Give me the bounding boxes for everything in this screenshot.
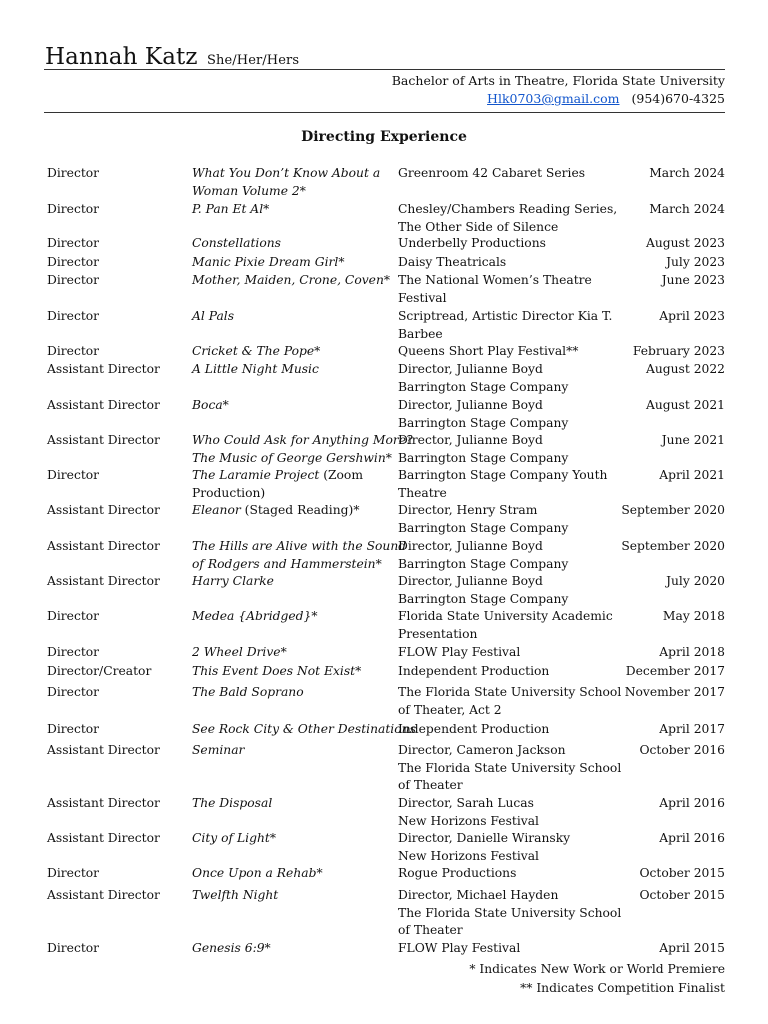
row-title-line: Production) <box>192 485 266 500</box>
degree: Bachelor of Arts in Theatre, Florida State University <box>391 73 725 88</box>
full-name: Hannah Katz <box>45 44 198 70</box>
row-organization <box>398 663 623 681</box>
row-date: June 2023 <box>661 273 725 287</box>
row-date: April 2015 <box>659 941 725 955</box>
row-title <box>192 308 397 326</box>
row-title <box>192 742 397 760</box>
row-organization-line: Chesley/Chambers Reading Series, <box>398 202 618 216</box>
row-organization <box>398 865 623 883</box>
row-role: Assistant Director <box>47 362 160 376</box>
row-title-line: Constellations <box>192 236 281 250</box>
row-organization-line: Director, Sarah Lucas <box>398 796 534 810</box>
row-role: Director <box>47 344 100 358</box>
row-title-line: The Music of George Gershwin* <box>192 450 392 465</box>
row-organization <box>398 432 623 467</box>
row-role: Director/Creator <box>47 664 152 678</box>
row-title <box>192 397 397 415</box>
row-title-line: Twelfth Night <box>192 888 279 902</box>
row-title-line <box>192 467 397 485</box>
row-organization-line: FLOW Play Festival <box>398 645 521 659</box>
row-role: Director <box>47 468 100 482</box>
row-organization-line: The Florida State University School <box>398 685 622 699</box>
row-date: March 2024 <box>649 202 725 216</box>
row-organization <box>398 272 623 307</box>
row-date: November 2017 <box>624 685 725 699</box>
row-title-line: Who Could Ask for Anything More? <box>192 433 413 447</box>
row-organization <box>398 361 623 396</box>
footnote-finalist: ** Indicates Competition Finalist <box>520 981 725 995</box>
row-organization-line: Underbelly Productions <box>398 236 546 250</box>
row-organization-line: Barrington Stage Company <box>398 450 569 465</box>
row-organization-line: Daisy Theatricals <box>398 255 507 269</box>
row-organization-line: Barrington Stage Company <box>398 556 569 571</box>
row-organization-line: The Florida State University School <box>398 905 622 920</box>
row-organization-line: of Theater <box>398 778 463 792</box>
row-title-line: This Event Does Not Exist* <box>192 664 362 678</box>
phone: (954)670-4325 <box>631 91 725 106</box>
row-organization-line: Rogue Productions <box>398 866 517 880</box>
row-organization-line: of Theater <box>398 923 463 937</box>
row-organization <box>398 940 623 958</box>
section-title: Directing Experience <box>301 129 467 145</box>
resume-name <box>45 44 299 70</box>
row-title <box>192 201 397 219</box>
row-title-line: Manic Pixie Dream Girl* <box>192 255 345 269</box>
row-title-suffix: (Staged Reading)* <box>240 503 360 517</box>
row-date: April 2018 <box>659 645 725 659</box>
row-date: April 2023 <box>659 309 725 323</box>
row-role: Director <box>47 255 100 269</box>
row-title <box>192 254 397 272</box>
row-title-line: Genesis 6:9* <box>192 941 271 955</box>
row-organization-line: Presentation <box>398 626 478 641</box>
row-title-line <box>192 502 397 520</box>
row-title-line: Mother, Maiden, Crone, Coven* <box>192 273 391 287</box>
row-organization-line: Independent Production <box>398 722 550 736</box>
row-organization <box>398 644 623 662</box>
row-title-line: The Bald Soprano <box>192 685 304 699</box>
row-title <box>192 573 397 591</box>
row-organization-line: Florida State University Academic <box>398 609 613 623</box>
row-title <box>192 684 397 702</box>
row-organization <box>398 887 623 940</box>
row-title-text: The Laramie Project <box>192 468 320 482</box>
row-organization <box>398 830 623 865</box>
row-date: October 2015 <box>639 888 725 902</box>
row-title <box>192 608 397 626</box>
row-date: April 2017 <box>659 722 725 736</box>
row-role: Assistant Director <box>47 433 160 447</box>
row-organization-line: Barrington Stage Company <box>398 591 569 606</box>
row-title <box>192 432 413 467</box>
row-role: Director <box>47 273 100 287</box>
row-date: August 2021 <box>645 398 725 412</box>
row-date: October 2016 <box>639 743 725 757</box>
row-title <box>192 887 397 905</box>
row-date: July 2023 <box>666 255 725 269</box>
row-organization-line: Director, Julianne Boyd <box>398 539 543 553</box>
row-date: April 2016 <box>659 831 725 845</box>
header-divider-top <box>44 69 725 70</box>
row-organization <box>398 201 623 236</box>
row-role: Director <box>47 866 100 880</box>
row-title <box>192 795 397 813</box>
row-date: September 2020 <box>621 539 725 553</box>
row-organization-line: New Horizons Festival <box>398 813 539 828</box>
row-date: April 2016 <box>659 796 725 810</box>
row-title <box>192 467 397 502</box>
row-title <box>192 663 397 681</box>
row-role: Assistant Director <box>47 743 160 757</box>
row-title <box>192 830 397 848</box>
row-organization <box>398 795 623 830</box>
row-organization-line: Director, Julianne Boyd <box>398 362 543 376</box>
row-title-line: What You Don’t Know About a <box>192 166 381 180</box>
row-organization-line: Barrington Stage Company <box>398 415 569 430</box>
footnote-new-work: * Indicates New Work or World Premiere <box>469 962 725 976</box>
row-role: Assistant Director <box>47 831 160 845</box>
row-role: Director <box>47 609 100 623</box>
row-organization-line: Director, Danielle Wiransky <box>398 831 571 845</box>
row-title-line: 2 Wheel Drive* <box>192 645 287 659</box>
row-date: March 2024 <box>649 166 725 180</box>
row-role: Director <box>47 202 100 216</box>
email-link[interactable]: Hlk0703@gmail.com <box>487 91 620 106</box>
row-organization-line: Independent Production <box>398 664 550 678</box>
row-title-line: Medea {Abridged}* <box>192 609 318 623</box>
row-organization-line: Scriptread, Artistic Director Kia T. <box>398 309 613 323</box>
row-organization <box>398 608 623 643</box>
row-organization <box>398 573 623 608</box>
row-title <box>192 940 397 958</box>
row-date: July 2020 <box>666 574 725 588</box>
row-organization-line: New Horizons Festival <box>398 848 539 863</box>
row-date: February 2023 <box>632 344 725 358</box>
row-title <box>192 865 397 883</box>
row-organization <box>398 502 623 537</box>
contact-line <box>487 91 725 106</box>
row-title-line: Harry Clarke <box>192 574 274 588</box>
row-date: June 2021 <box>661 433 725 447</box>
row-date: August 2023 <box>645 236 725 250</box>
row-organization <box>398 721 623 739</box>
row-organization <box>398 308 623 343</box>
row-title <box>192 644 397 662</box>
row-title-line: City of Light* <box>192 831 276 845</box>
row-role: Director <box>47 166 100 180</box>
row-role: Director <box>47 645 100 659</box>
row-title <box>192 165 397 200</box>
row-role: Director <box>47 236 100 250</box>
row-title-line: of Rodgers and Hammerstein* <box>192 556 382 571</box>
row-role: Assistant Director <box>47 796 160 810</box>
row-organization-line: The Other Side of Silence <box>398 219 559 234</box>
row-organization <box>398 235 623 253</box>
row-organization <box>398 165 623 183</box>
row-date: August 2022 <box>645 362 725 376</box>
row-title-line: Al Pals <box>192 309 235 323</box>
row-title-line: The Disposal <box>192 796 273 810</box>
row-organization <box>398 397 623 432</box>
row-role: Assistant Director <box>47 574 160 588</box>
row-organization-line: Queens Short Play Festival** <box>398 344 579 358</box>
row-organization <box>398 254 623 272</box>
row-organization-line: Barbee <box>398 326 443 341</box>
row-organization-line: Director, Julianne Boyd <box>398 574 543 588</box>
row-title-suffix: (Zoom <box>319 468 363 482</box>
row-title-line: P. Pan Et Al* <box>192 202 270 216</box>
row-title-line: See Rock City & Other Destinations <box>192 722 416 736</box>
row-title-line: Once Upon a Rehab* <box>192 866 323 880</box>
row-organization <box>398 467 623 502</box>
row-title-text: Eleanor <box>192 503 241 517</box>
row-role: Assistant Director <box>47 888 160 902</box>
row-organization <box>398 742 623 795</box>
pronouns: She/Her/Hers <box>207 53 300 68</box>
row-role: Director <box>47 941 100 955</box>
row-role: Assistant Director <box>47 503 160 517</box>
row-title <box>192 721 416 739</box>
row-organization-line: The Florida State University School <box>398 760 622 775</box>
row-organization-line: Barrington Stage Company <box>398 520 569 535</box>
row-role: Assistant Director <box>47 398 160 412</box>
row-title <box>192 343 397 361</box>
row-organization-line: Greenroom 42 Cabaret Series <box>398 166 586 180</box>
row-date: May 2018 <box>662 609 725 623</box>
row-organization-line: Theatre <box>398 485 447 500</box>
row-date: September 2020 <box>621 503 725 517</box>
row-organization <box>398 343 623 361</box>
row-organization-line: FLOW Play Festival <box>398 941 521 955</box>
row-role: Director <box>47 309 100 323</box>
row-title <box>192 235 397 253</box>
row-date: December 2017 <box>625 664 725 678</box>
row-title-line: Cricket & The Pope* <box>192 344 321 358</box>
row-date: April 2021 <box>659 468 725 482</box>
row-title-line: Boca* <box>192 398 229 412</box>
row-organization-line: Barrington Stage Company Youth <box>398 468 608 482</box>
row-organization-line: Festival <box>398 290 447 305</box>
row-role: Director <box>47 722 100 736</box>
row-organization-line: Director, Julianne Boyd <box>398 433 543 447</box>
header-divider-bottom <box>44 112 725 113</box>
row-organization-line: Director, Julianne Boyd <box>398 398 543 412</box>
row-title-line: The Hills are Alive with the Sound <box>192 539 407 553</box>
row-organization-line: Director, Michael Hayden <box>398 888 559 902</box>
row-organization-line: of Theater, Act 2 <box>398 702 502 717</box>
row-title-line: A Little Night Music <box>192 362 319 376</box>
row-organization-line: Director, Henry Stram <box>398 503 538 517</box>
row-role: Assistant Director <box>47 539 160 553</box>
row-organization-line: The National Women’s Theatre <box>398 273 592 287</box>
row-role: Director <box>47 685 100 699</box>
row-title <box>192 272 397 290</box>
row-title <box>192 502 397 520</box>
row-organization-line: Director, Cameron Jackson <box>398 743 566 757</box>
row-title-line: Woman Volume 2* <box>192 183 306 198</box>
row-organization <box>398 538 623 573</box>
row-organization <box>398 684 623 719</box>
row-title-line: Seminar <box>192 743 245 757</box>
row-date: October 2015 <box>639 866 725 880</box>
row-title <box>192 538 407 573</box>
row-organization-line: Barrington Stage Company <box>398 379 569 394</box>
row-title <box>192 361 397 379</box>
